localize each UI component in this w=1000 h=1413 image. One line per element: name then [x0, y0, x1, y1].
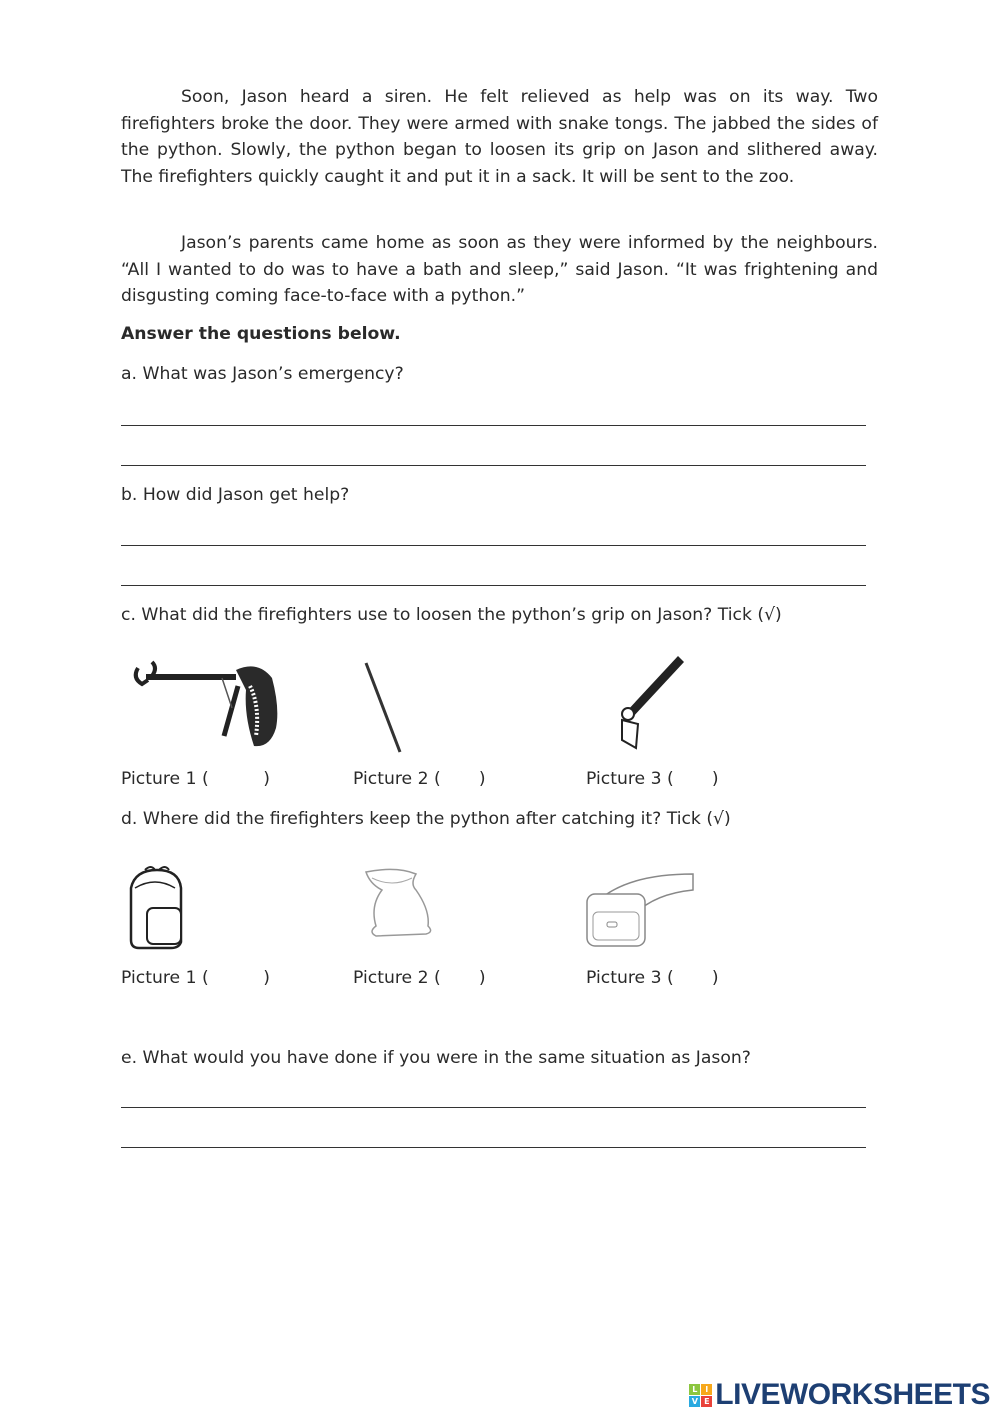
- option-c-picture-2[interactable]: Picture 2 ( ): [353, 769, 486, 789]
- option-d-picture-3[interactable]: Picture 3 ( ): [586, 968, 719, 988]
- option-d-picture-2[interactable]: Picture 2 ( ): [353, 968, 486, 988]
- answer-line-e1[interactable]: [121, 1107, 866, 1108]
- instructions-heading: Answer the questions below.: [121, 324, 401, 344]
- logo-tile: V: [689, 1396, 700, 1407]
- logo-tile: E: [701, 1396, 712, 1407]
- answer-line-e2[interactable]: [121, 1147, 866, 1148]
- answer-line-b1[interactable]: [121, 545, 866, 546]
- option-d-picture-1[interactable]: Picture 1 ( ): [121, 968, 271, 988]
- liveworksheets-logo: [689, 1378, 990, 1412]
- logo-text: LIVEWORKSHEETS: [715, 1378, 990, 1411]
- option-c-picture-1[interactable]: Picture 1 ( ): [121, 769, 271, 789]
- snake-tongs-image: [128, 656, 288, 748]
- question-a: a. What was Jason’s emergency?: [121, 364, 404, 384]
- hoe-image: [608, 652, 688, 752]
- backpack-image: [125, 864, 185, 952]
- question-c: c. What did the firefighters use to loosen the python’s grip on Jason? Tick (√): [121, 605, 782, 625]
- logo-tile: I: [701, 1384, 712, 1395]
- question-e: e. What would you have done if you were in the same situation as Jason?: [121, 1048, 751, 1068]
- sack-image: [358, 866, 438, 938]
- answer-line-a1[interactable]: [121, 425, 866, 426]
- logo-tiles-icon: [689, 1384, 712, 1407]
- story-paragraph-2: Jason’s parents came home as soon as they were informed by the neighbours. “All I wanted to do was to have a bath and sleep,” said Jason. “It was frightening and disgusting coming face-to-face with a python.”: [121, 233, 878, 306]
- stick-image: [360, 660, 410, 755]
- waist-bag-image: [585, 870, 697, 950]
- story-paragraph-1: Soon, Jason heard a siren. He felt relieved as help was on its way. Two firefighters broke the door. They were armed with snake tongs. The jabbed the sides of the python. Slowly, the python began to loosen its grip on Jason and slithered away. The firefighters quickly caught it and put it in a sack. It will be sent to the zoo.: [121, 87, 878, 187]
- question-d: d. Where did the firefighters keep the python after catching it? Tick (√): [121, 809, 731, 829]
- answer-line-b2[interactable]: [121, 585, 866, 586]
- answer-line-a2[interactable]: [121, 465, 866, 466]
- logo-tile: L: [689, 1384, 700, 1395]
- question-b: b. How did Jason get help?: [121, 485, 350, 505]
- option-c-picture-3[interactable]: Picture 3 ( ): [586, 769, 719, 789]
